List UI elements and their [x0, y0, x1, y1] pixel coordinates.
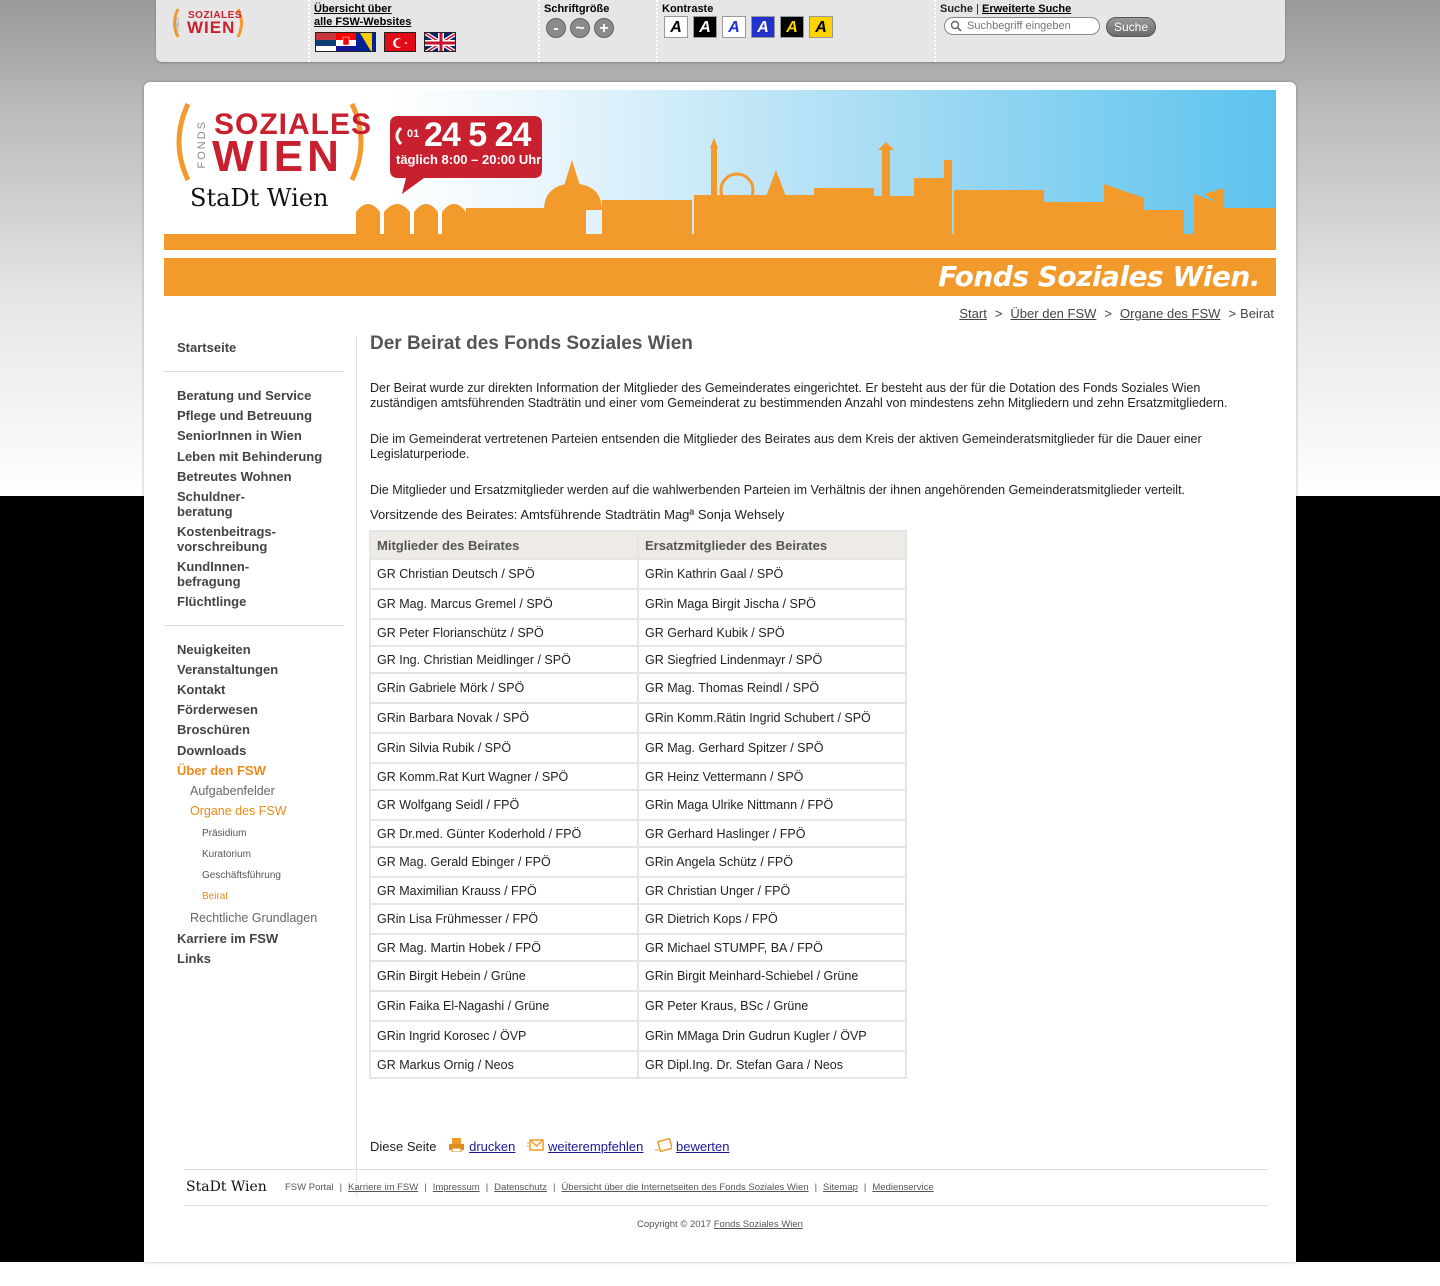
overview-section	[308, 0, 538, 62]
member-cell: GR Christian Deutsch / SPÖ	[371, 560, 637, 588]
overview-line1: Übersicht über	[314, 3, 392, 15]
contrast-yellow-black-button[interactable]: A	[809, 16, 833, 38]
member-cell: GRin Lisa Frühmesser / FPÖ	[371, 905, 637, 933]
intro-para1-line2: zuständigen amtsführenden Stadträtin und einer vom Gemeinderat zu bestimmenden Anzahl von mindestens zehn Mitgliedern und zehn Ersatzmitgliedern.	[370, 396, 1228, 410]
members-table-body	[371, 560, 905, 1077]
nav-kunden-line2: befragung	[177, 574, 241, 589]
substitute-cell: GRin Birgit Meinhard-Schiebel / Grüne	[639, 962, 905, 990]
member-cell: GR Maximilian Krauss / FPÖ	[371, 878, 637, 903]
font-reset-button[interactable]: ~	[570, 18, 590, 38]
phone-number[interactable]: 24 5 24	[424, 116, 531, 154]
banner-logo-bottom: WIEN	[212, 132, 343, 181]
member-cell: GR Markus Ornig / Neos	[371, 1052, 637, 1077]
nav-foerderwesen[interactable]: Förderwesen	[177, 702, 258, 717]
banner-logo-side: FONDS	[196, 120, 208, 169]
table-row	[371, 590, 905, 618]
search-section	[934, 0, 1285, 62]
search-icon	[950, 20, 962, 32]
table-row	[371, 962, 905, 990]
substitute-cell: GRin Komm.Rätin Ingrid Schubert / SPÖ	[639, 704, 905, 732]
table-row	[371, 647, 905, 672]
contrast-white-blue-button[interactable]: A	[722, 16, 746, 38]
nav-praesidium[interactable]: Präsidium	[202, 828, 247, 839]
recommend-icon	[527, 1138, 544, 1152]
rate-link[interactable]: bewerten	[676, 1139, 730, 1154]
fontsize-title: Schriftgröße	[544, 3, 610, 15]
breadcrumb-current: Beirat	[1240, 306, 1274, 321]
substitute-cell: GR Dipl.Ing. Dr. Stefan Gara / Neos	[639, 1052, 905, 1077]
nav-kostenbeitrag[interactable]	[164, 524, 344, 554]
footer-link-datenschutz[interactable]: Datenschutz	[494, 1182, 547, 1193]
table-row	[371, 734, 905, 762]
contrast-black-yellow-button[interactable]: A	[780, 16, 804, 38]
phone-prefix: 01	[407, 128, 420, 140]
banner-logo-top: SOZIALES	[214, 108, 373, 141]
intro-para2-line2: Legislaturperiode.	[370, 447, 470, 461]
member-cell: GRin Ingrid Korosec / ÖVP	[371, 1022, 637, 1050]
substitute-cell: GR Mag. Gerhard Spitzer / SPÖ	[639, 734, 905, 762]
nav-aufgabenfelder[interactable]: Aufgabenfelder	[190, 784, 275, 798]
chair-line: Vorsitzende des Beirates: Amtsführende Stadträtin Magª Sonja Wehsely	[370, 507, 785, 522]
tagline-banner: Fonds Soziales Wien.	[164, 258, 1276, 296]
actions-label: Diese Seite	[370, 1139, 437, 1154]
breadcrumb-ueber[interactable]: Über den FSW	[1010, 306, 1097, 321]
nav-schulden-line1: Schuldner-	[177, 489, 245, 504]
substitute-cell: GR Christian Unger / FPÖ	[639, 878, 905, 903]
table-row	[371, 764, 905, 789]
substitute-cell: GRin Maga Ulrike Nittmann / FPÖ	[639, 791, 905, 819]
nav-kontakt[interactable]: Kontakt	[177, 682, 226, 697]
substitute-cell: GR Heinz Vettermann / SPÖ	[639, 764, 905, 789]
contrast-section	[656, 0, 934, 62]
table-row	[371, 992, 905, 1020]
copyright	[144, 1219, 1296, 1230]
footer-link-medienservice[interactable]: Medienservice	[872, 1182, 934, 1193]
utility-bar	[156, 0, 1285, 62]
contrast-title: Kontraste	[662, 3, 714, 15]
substitute-cell: GR Michael STUMPF, BA / FPÖ	[639, 935, 905, 960]
substitute-cell: GRin Angela Schütz / FPÖ	[639, 848, 905, 876]
logo-side-text: FONDS	[175, 17, 181, 35]
nav-schulden-line2: beratung	[177, 504, 233, 519]
logo-bottom-text: WIEN	[187, 18, 236, 37]
sidebar-divider	[356, 336, 357, 1196]
substitute-cell: GR Gerhard Haslinger / FPÖ	[639, 821, 905, 846]
breadcrumb-start[interactable]: Start	[959, 306, 987, 321]
font-smaller-button[interactable]: -	[546, 18, 566, 38]
nav-schuldnerberatung[interactable]	[164, 489, 344, 519]
intro-para3: Die Mitglieder und Ersatzmitglieder werden auf die wahlwerbenden Parteien im Verhältnis der ihnen angehörenden Gemeinderatsmitglieder verteilt.	[370, 483, 1186, 497]
footer-stadt-wien-logo[interactable]: StaDt Wien	[186, 1179, 267, 1195]
breadcrumb-sep: >	[1104, 306, 1112, 321]
header-banner	[164, 90, 1276, 250]
nav-startseite[interactable]: Startseite	[177, 340, 237, 355]
substitute-cell: GR Gerhard Kubik / SPÖ	[639, 620, 905, 645]
nav-geschaeftsfuehrung[interactable]: Geschäftsführung	[202, 870, 281, 881]
search-separator: |	[976, 3, 979, 15]
search-input[interactable]	[944, 17, 1100, 35]
contrast-black-white-button[interactable]: A	[693, 16, 717, 38]
flag-turkey-icon[interactable]	[384, 32, 416, 52]
member-cell: GRin Gabriele Mörk / SPÖ	[371, 674, 637, 702]
substitute-cell: GR Peter Kraus, BSc / Grüne	[639, 992, 905, 1020]
member-cell: GRin Faika El-Nagashi / Grüne	[371, 992, 637, 1020]
recommend-link[interactable]: weiterempfehlen	[547, 1139, 644, 1154]
rate-icon	[655, 1138, 672, 1152]
member-cell: GRin Barbara Novak / SPÖ	[371, 704, 637, 732]
breadcrumb	[959, 306, 1274, 321]
footer-link-karriere[interactable]: Karriere im FSW	[348, 1182, 419, 1193]
nav-kosten-line1: Kostenbeitrags-	[177, 524, 276, 539]
main-content	[370, 332, 1270, 1072]
member-cell: GR Mag. Martin Hobek / FPÖ	[371, 935, 637, 960]
footer-divider-bottom	[184, 1205, 1268, 1206]
copyright-link[interactable]: Fonds Soziales Wien	[713, 1219, 803, 1230]
nav-wohnen[interactable]: Betreutes Wohnen	[177, 469, 292, 484]
flag-uk-icon[interactable]	[424, 32, 456, 52]
member-cell: GRin Silvia Rubik / SPÖ	[371, 734, 637, 762]
member-cell: GR Dr.med. Günter Koderhold / FPÖ	[371, 821, 637, 846]
table-row	[371, 704, 905, 732]
copyright-text: Copyright © 2017	[637, 1219, 712, 1230]
overview-line2: alle FSW-Websites	[314, 16, 412, 28]
nav-divider	[164, 625, 344, 626]
nav-divider	[164, 371, 344, 372]
table-row	[371, 620, 905, 645]
substitute-cell: GRin Maga Birgit Jischa / SPÖ	[639, 590, 905, 618]
print-link[interactable]: drucken	[469, 1139, 516, 1154]
intro-para1-line1: Der Beirat wurde zur direkten Information der Mitglieder des Gemeinderates eingerichtet. Er besteht aus der für die Dotation des Fonds Soziales Wien	[370, 381, 1201, 395]
page-actions	[370, 1138, 729, 1154]
nav-downloads[interactable]: Downloads	[177, 743, 247, 758]
nav-rechtliche-grundlagen[interactable]: Rechtliche Grundlagen	[190, 911, 318, 925]
substitute-cell: GR Siegfried Lindenmayr / SPÖ	[639, 647, 905, 672]
stadt-wien-logo: StaDt Wien	[190, 184, 329, 212]
member-cell: GRin Birgit Hebein / Grüne	[371, 962, 637, 990]
substitute-cell: GRin Kathrin Gaal / SPÖ	[639, 560, 905, 588]
footer-link-impressum[interactable]: Impressum	[432, 1182, 480, 1193]
substitute-cell: GR Mag. Thomas Reindl / SPÖ	[639, 674, 905, 702]
contrast-blue-white-button[interactable]: A	[751, 16, 775, 38]
nav-pflege[interactable]: Pflege und Betreuung	[177, 408, 313, 423]
table-row	[371, 935, 905, 960]
nav-fluechtlinge[interactable]: Flüchtlinge	[177, 594, 247, 609]
breadcrumb-organe[interactable]: Organe des FSW	[1120, 306, 1221, 321]
member-cell: GR Peter Florianschütz / SPÖ	[371, 620, 637, 645]
nav-broschueren[interactable]: Broschüren	[177, 722, 250, 737]
nav-organe[interactable]: Organe des FSW	[190, 804, 287, 818]
font-larger-button[interactable]: +	[594, 18, 614, 38]
table-row	[371, 1052, 905, 1077]
table-header-row	[371, 532, 905, 558]
search-title: Suche	[940, 3, 974, 15]
nav-behinderung[interactable]: Leben mit Behinderung	[177, 449, 323, 464]
table-row	[371, 791, 905, 819]
table-row	[371, 905, 905, 933]
nav-veranstaltungen[interactable]: Veranstaltungen	[177, 662, 279, 677]
table-row	[371, 674, 905, 702]
table-header-members: Mitglieder des Beirates	[371, 532, 637, 558]
fontsize-section	[538, 0, 656, 62]
nav-senioren[interactable]: SeniorInnen in Wien	[177, 428, 302, 443]
contrast-white-black-button[interactable]: A	[664, 16, 688, 38]
footer-links: FSW Portal | Karriere im FSW | Impressum | Datenschutz | Übersicht über die Internetseiten des Fonds Soziales Wien | Sitemap | Medienservice	[285, 1182, 934, 1193]
nav-beratung[interactable]: Beratung und Service	[177, 388, 312, 403]
nav-kunden-line1: KundInnen-	[177, 559, 250, 574]
table-row	[371, 560, 905, 588]
intro-para2-line1: Die im Gemeinderat vertretenen Parteien entsenden die Mitglieder des Beirates aus dem Kreis der aktiven Gemeinderatsmitglieder für die Dauer einer	[370, 432, 1202, 446]
member-cell: GR Wolfgang Seidl / FPÖ	[371, 791, 637, 819]
nav-kuratorium[interactable]: Kuratorium	[202, 849, 251, 860]
fsw-small-logo[interactable]	[170, 6, 246, 40]
footer-link-uebersicht[interactable]: Übersicht über die Internetseiten des Fonds Soziales Wien	[561, 1182, 809, 1193]
footer-divider-top	[184, 1169, 1268, 1170]
nav-karriere[interactable]: Karriere im FSW	[177, 931, 279, 946]
nav-ueber-den-fsw[interactable]: Über den FSW	[177, 763, 266, 778]
overview-link[interactable]	[314, 3, 411, 29]
advanced-search-link[interactable]: Erweiterte Suche	[982, 3, 1072, 15]
search-button[interactable]: Suche	[1106, 17, 1156, 37]
member-cell: GR Ing. Christian Meidlinger / SPÖ	[371, 647, 637, 672]
members-table	[369, 530, 907, 1079]
nav-beirat[interactable]: Beirat	[202, 891, 229, 902]
table-row	[371, 848, 905, 876]
nav-links[interactable]: Links	[177, 951, 211, 966]
breadcrumb-sep: >	[1228, 306, 1237, 321]
logo-top-text: SOZIALES	[188, 10, 243, 21]
table-header-substitutes: Ersatzmitglieder des Beirates	[639, 532, 905, 558]
sidebar-nav	[164, 336, 344, 966]
member-cell: GR Mag. Gerald Ebinger / FPÖ	[371, 848, 637, 876]
member-cell: GR Mag. Marcus Gremel / SPÖ	[371, 590, 637, 618]
table-row	[371, 821, 905, 846]
table-row	[371, 1022, 905, 1050]
substitute-cell: GR Dietrich Kops / FPÖ	[639, 905, 905, 933]
footer-link-sitemap[interactable]: Sitemap	[823, 1182, 858, 1193]
member-cell: GR Komm.Rat Kurt Wagner / SPÖ	[371, 764, 637, 789]
phone-hours: täglich 8:00 – 20:00 Uhr	[396, 152, 542, 167]
nav-kosten-line2: vorschreibung	[177, 539, 268, 554]
nav-kundenbefragung[interactable]	[164, 559, 344, 589]
table-row	[371, 878, 905, 903]
nav-neuigkeiten[interactable]: Neuigkeiten	[177, 642, 251, 657]
breadcrumb-sep: >	[994, 306, 1003, 321]
print-icon	[448, 1138, 465, 1152]
footer-portal-label: FSW Portal	[285, 1182, 334, 1193]
flag-bks-icon[interactable]	[315, 32, 376, 52]
substitute-cell: GRin MMaga Drin Gudrun Kugler / ÖVP	[639, 1022, 905, 1050]
page-card	[144, 82, 1296, 1262]
page-title: Der Beirat des Fonds Soziales Wien	[370, 333, 693, 354]
